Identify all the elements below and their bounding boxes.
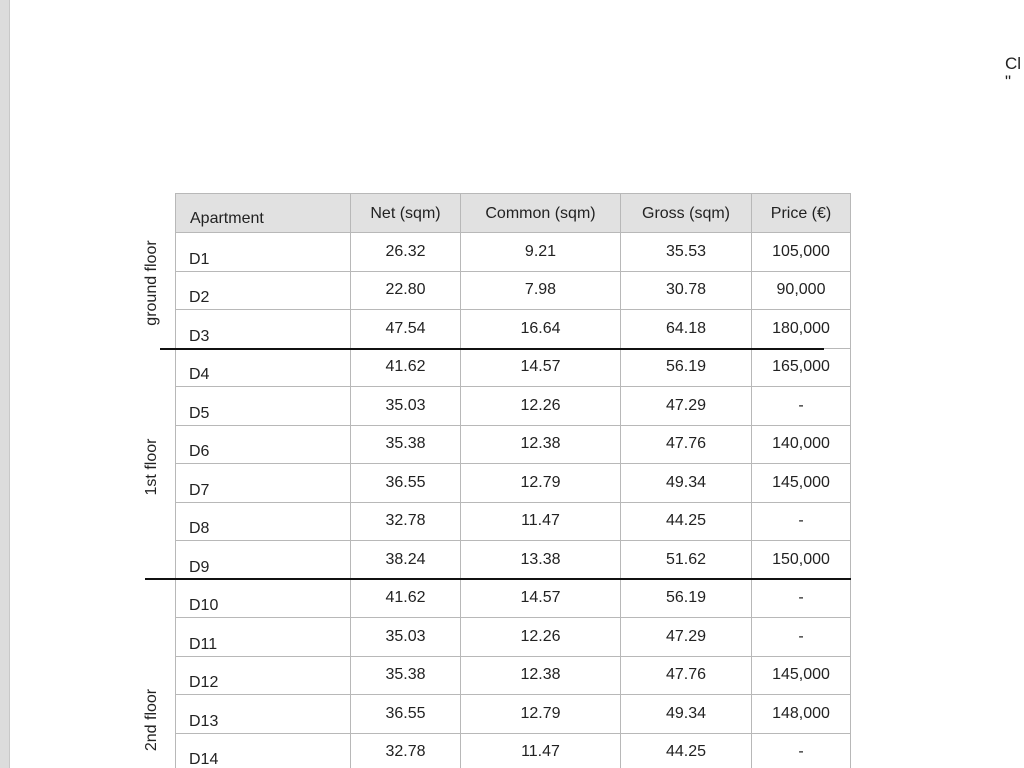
cell-gross: 47.76 [621, 425, 752, 464]
cell-net: 35.38 [351, 425, 461, 464]
cell-gross: 49.34 [621, 695, 752, 734]
cell-price: - [752, 579, 851, 618]
cell-common: 12.26 [461, 387, 621, 426]
cell-apartment: D4 [176, 348, 351, 387]
cell-apartment: D6 [176, 425, 351, 464]
page-left-edge [0, 0, 10, 768]
cell-common: 12.79 [461, 464, 621, 503]
cell-gross: 49.34 [621, 464, 752, 503]
cell-gross: 44.25 [621, 502, 752, 541]
cell-price: - [752, 502, 851, 541]
cell-apartment: D12 [176, 656, 351, 695]
cell-common: 12.38 [461, 656, 621, 695]
cell-price: 105,000 [752, 233, 851, 272]
corner-text [1005, 55, 1021, 91]
cell-price: - [752, 618, 851, 657]
cell-common: 11.47 [461, 733, 621, 768]
table-row [176, 387, 851, 426]
cell-apartment: D7 [176, 464, 351, 503]
table-row [176, 464, 851, 503]
cell-net: 41.62 [351, 348, 461, 387]
header-price: Price (€) [752, 194, 851, 233]
cell-gross: 47.29 [621, 618, 752, 657]
corner-text-line: Cl " [1005, 54, 1022, 91]
table-row [176, 541, 851, 580]
table-row [176, 233, 851, 272]
cell-price: 180,000 [752, 310, 851, 349]
cell-gross: 30.78 [621, 271, 752, 310]
header-apartment: Apartment [176, 194, 351, 233]
cell-net: 38.24 [351, 541, 461, 580]
cell-net: 32.78 [351, 733, 461, 768]
cell-gross: 64.18 [621, 310, 752, 349]
table-row [176, 579, 851, 618]
floor-label-second: 2nd floor [143, 688, 160, 752]
header-gross: Gross (sqm) [621, 194, 752, 233]
cell-common: 12.26 [461, 618, 621, 657]
cell-net: 22.80 [351, 271, 461, 310]
cell-net: 32.78 [351, 502, 461, 541]
table-row [176, 656, 851, 695]
cell-net: 26.32 [351, 233, 461, 272]
cell-apartment: D10 [176, 579, 351, 618]
cell-common: 9.21 [461, 233, 621, 272]
cell-gross: 51.62 [621, 541, 752, 580]
cell-common: 7.98 [461, 271, 621, 310]
cell-apartment: D13 [176, 695, 351, 734]
cell-apartment: D3 [176, 310, 351, 349]
cell-gross: 44.25 [621, 733, 752, 768]
cell-net: 36.55 [351, 695, 461, 734]
cell-net: 35.03 [351, 387, 461, 426]
table-header-row [176, 194, 851, 233]
cell-price: 145,000 [752, 656, 851, 695]
cell-net: 35.03 [351, 618, 461, 657]
table-body [176, 233, 851, 768]
header-common: Common (sqm) [461, 194, 621, 233]
table-row [176, 310, 851, 349]
cell-net: 36.55 [351, 464, 461, 503]
cell-gross: 56.19 [621, 348, 752, 387]
table-row [176, 733, 851, 768]
cell-apartment: D14 [176, 733, 351, 768]
floor-divider-ground-first [160, 348, 824, 350]
cell-price: 90,000 [752, 271, 851, 310]
cell-apartment: D8 [176, 502, 351, 541]
floor-divider-first-second [145, 578, 851, 580]
table-row [176, 348, 851, 387]
table-row [176, 271, 851, 310]
cell-gross: 56.19 [621, 579, 752, 618]
cell-common: 12.38 [461, 425, 621, 464]
cell-apartment: D11 [176, 618, 351, 657]
cell-apartment: D5 [176, 387, 351, 426]
table-row [176, 425, 851, 464]
table-row [176, 618, 851, 657]
header-net: Net (sqm) [351, 194, 461, 233]
apartment-table-wrap [175, 193, 850, 768]
cell-gross: 47.29 [621, 387, 752, 426]
cell-price: 165,000 [752, 348, 851, 387]
table-row [176, 695, 851, 734]
cell-apartment: D2 [176, 271, 351, 310]
cell-common: 12.79 [461, 695, 621, 734]
cell-net: 47.54 [351, 310, 461, 349]
cell-apartment: D9 [176, 541, 351, 580]
cell-gross: 47.76 [621, 656, 752, 695]
cell-price: - [752, 387, 851, 426]
cell-common: 16.64 [461, 310, 621, 349]
cell-common: 11.47 [461, 502, 621, 541]
cell-net: 41.62 [351, 579, 461, 618]
table-row [176, 502, 851, 541]
cell-price: 150,000 [752, 541, 851, 580]
cell-price: - [752, 733, 851, 768]
cell-net: 35.38 [351, 656, 461, 695]
cell-apartment: D1 [176, 233, 351, 272]
apartment-table [175, 193, 851, 768]
cell-common: 14.57 [461, 348, 621, 387]
floor-label-first: 1st floor [143, 438, 160, 496]
cell-price: 148,000 [752, 695, 851, 734]
cell-common: 13.38 [461, 541, 621, 580]
cell-common: 14.57 [461, 579, 621, 618]
cell-gross: 35.53 [621, 233, 752, 272]
cell-price: 145,000 [752, 464, 851, 503]
cell-price: 140,000 [752, 425, 851, 464]
floor-label-ground: ground floor [143, 240, 160, 326]
